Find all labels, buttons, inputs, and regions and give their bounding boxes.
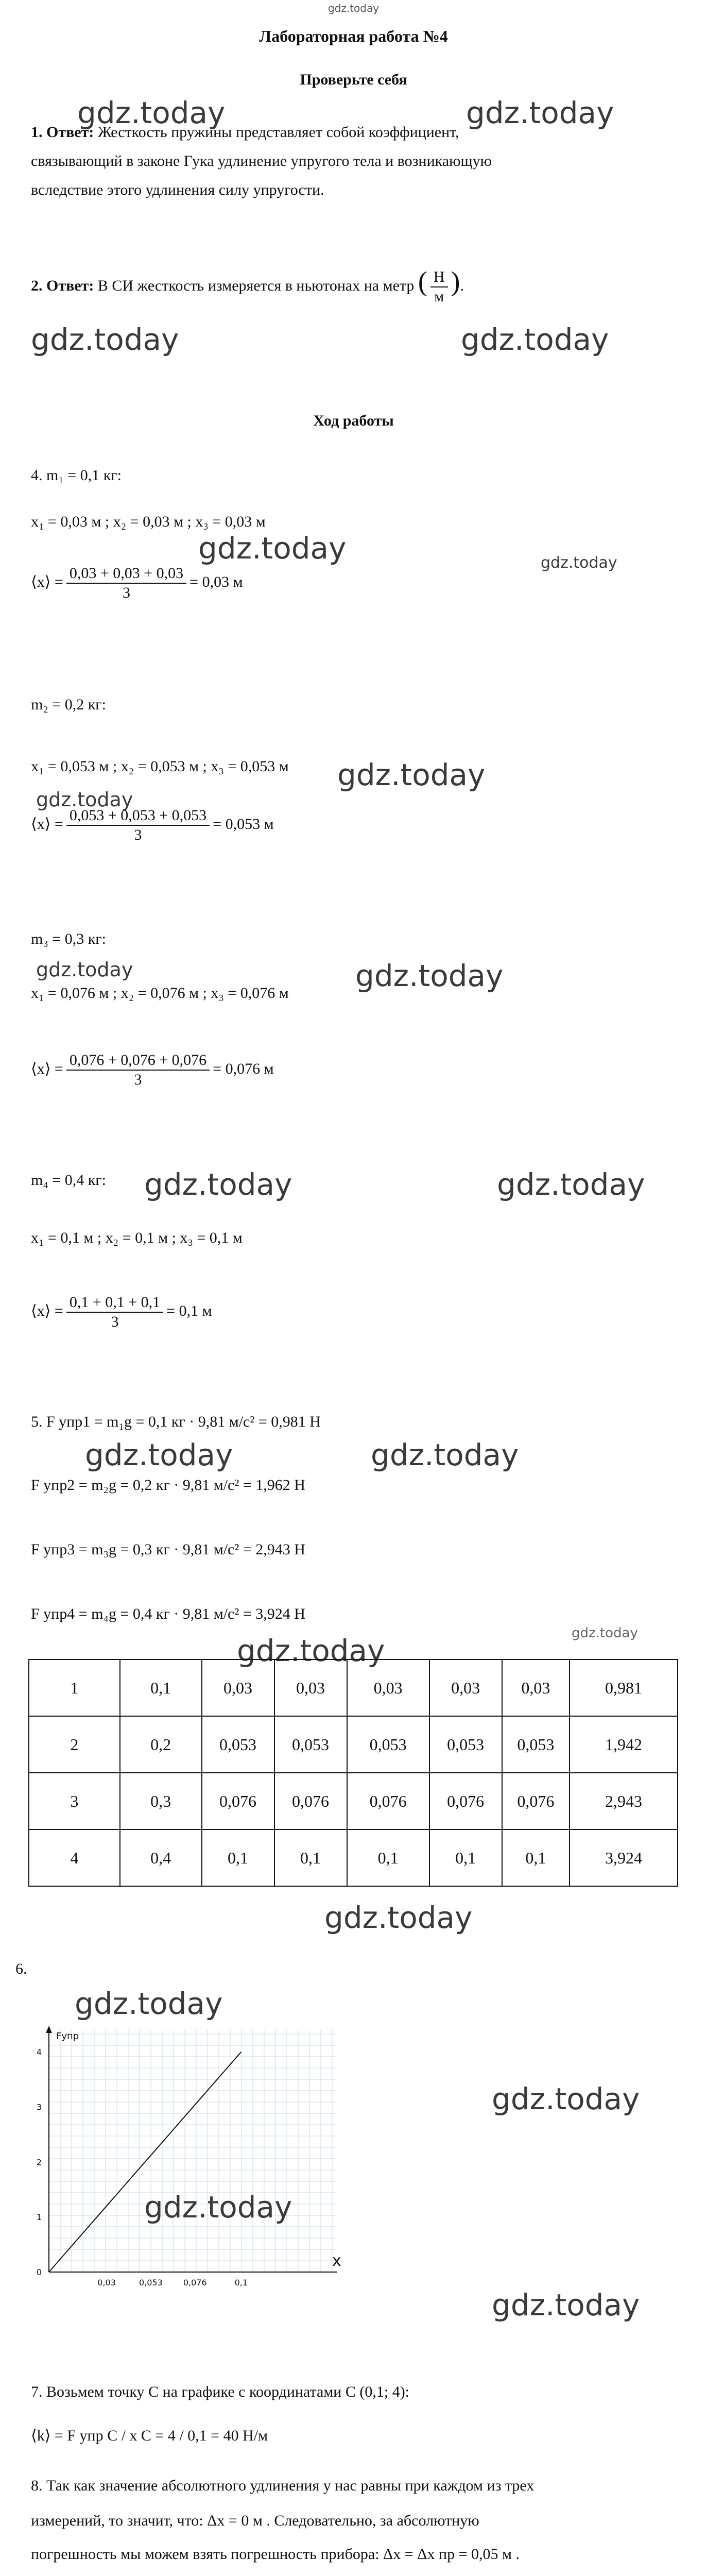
- table-cell: 0,053: [347, 1716, 429, 1773]
- table-row: [29, 1716, 678, 1773]
- watermark: gdz.today: [77, 95, 226, 130]
- check-answer-2: 2. Ответ: В СИ жесткость измеряется в ньютонах на метр ( $\frac{Н}{м}$ ).: [31, 265, 464, 305]
- table-cell: 3,924: [570, 1829, 678, 1886]
- table-cell: 0,03: [274, 1659, 347, 1716]
- watermark: gdz.today: [198, 531, 347, 566]
- check-answer-1-line-3: вследствие этого удлинения силу упругости.: [31, 181, 324, 198]
- table-row: [29, 1829, 678, 1886]
- y-tick-label: 2: [36, 2157, 42, 2167]
- average-4: ⟨x⟩ = $\frac{0,1 + 0,1 + 0,1}{3}$ = 0,1 м: [31, 1294, 212, 1330]
- table-row: [29, 1659, 678, 1716]
- table-cell: 0,4: [120, 1829, 202, 1886]
- table-cell: 0,1: [502, 1829, 570, 1886]
- check-answer-1-line-2: связывающий в законе Гука удлинение упругого тела и возникающую: [31, 152, 492, 170]
- table-cell: 0,076: [202, 1773, 274, 1829]
- watermark: gdz.today: [492, 2081, 640, 2116]
- watermark: gdz.today: [36, 958, 133, 981]
- step-7: 7. Возьмем точку С на графике с координатами С (0,1; 4):: [31, 2383, 410, 2400]
- table-cell: 0,981: [570, 1659, 678, 1716]
- x-tick-label: 0,1: [234, 2278, 248, 2287]
- y-tick-label: 0: [36, 2267, 42, 2277]
- average-1: ⟨x⟩ = $\frac{0,03 + 0,03 + 0,03}{3}$ = 0,03 м: [31, 565, 243, 601]
- y-axis-label: Fупр: [56, 2031, 79, 2042]
- y-tick-label: 1: [36, 2212, 42, 2223]
- table-cell: 1: [29, 1659, 120, 1716]
- average-3: ⟨x⟩ = $\frac{0,076 + 0,076 + 0,076}{3}$ = 0,076 м: [31, 1052, 274, 1088]
- watermark: gdz.today: [324, 1900, 473, 1935]
- table-cell: 0,053: [202, 1716, 274, 1773]
- table-cell: 0,053: [274, 1716, 347, 1773]
- watermark: gdz.today: [541, 554, 617, 572]
- y-tick-label: 4: [36, 2047, 42, 2057]
- step-8-line-1: 8. Так как значение абсолютного удлинения у нас равны при каждом из трех: [31, 2477, 534, 2494]
- table-cell: 0,076: [274, 1773, 347, 1829]
- watermark: gdz.today: [237, 1633, 385, 1668]
- table-cell: 0,076: [502, 1773, 570, 1829]
- site-url[interactable]: gdz.today: [327, 2, 380, 14]
- table-cell: 2,943: [570, 1773, 678, 1829]
- watermark: gdz.today: [492, 2287, 640, 2323]
- graph-number: 6.: [15, 1960, 27, 1977]
- table-cell: 0,1: [120, 1659, 202, 1716]
- table-cell: 0,053: [429, 1716, 502, 1773]
- answer-label: 2. Ответ:: [31, 277, 94, 294]
- results-table: [28, 1659, 678, 1887]
- table-cell: 0,1: [429, 1829, 502, 1886]
- table-cell: 1,942: [570, 1716, 678, 1773]
- step-8-line-2: измерений, то значит, что: Δx = 0 м . Следовательно, за абсолютную: [31, 2512, 479, 2529]
- average-2: ⟨x⟩ = $\frac{0,053 + 0,053 + 0,053}{3}$ = 0,053 м: [31, 807, 274, 843]
- watermark: gdz.today: [144, 1167, 292, 1202]
- watermark: gdz.today: [144, 2190, 292, 2225]
- table-row: [29, 1773, 678, 1829]
- force-3: F упр3 = m₃g = 0,3 кг · 9,81 м/с² = 2,943 Н: [31, 1541, 305, 1558]
- watermark: gdz.today: [371, 1437, 519, 1472]
- section-title-check: Проверьте себя: [300, 71, 407, 88]
- y-tick-label: 3: [36, 2102, 42, 2112]
- watermark: gdz.today: [497, 1167, 645, 1202]
- mass-3: m₃ = 0,3 кг:: [31, 930, 106, 947]
- mass-2: m₂ = 0,2 кг:: [31, 696, 106, 713]
- table-cell: 0,1: [202, 1829, 274, 1886]
- measurements-1: x₁ = 0,03 м ; x₂ = 0,03 м ; x₃ = 0,03 м: [31, 513, 266, 530]
- table-cell: 0,076: [429, 1773, 502, 1829]
- series-line: [49, 2052, 241, 2272]
- watermark: gdz.today: [466, 95, 614, 130]
- section-title-progress: Ход работы: [313, 412, 394, 429]
- watermark: gdz.today: [75, 1986, 223, 2021]
- table-cell: 0,2: [120, 1716, 202, 1773]
- force-2: F упр2 = m₂g = 0,2 кг · 9,81 м/с² = 1,962 Н: [31, 1477, 305, 1494]
- watermark: gdz.today: [572, 1625, 638, 1641]
- table-cell: 0,1: [274, 1829, 347, 1886]
- x-tick-label: 0,053: [139, 2278, 163, 2287]
- table-cell: 0,03: [202, 1659, 274, 1716]
- table-cell: 3: [29, 1773, 120, 1829]
- measurements-3: x₁ = 0,076 м ; x₂ = 0,076 м ; x₃ = 0,076 м: [31, 985, 289, 1002]
- unit-fraction: $\frac{Н}{м}$: [430, 268, 448, 306]
- table-cell: 0,03: [347, 1659, 429, 1716]
- page-title: Лабораторная работа №4: [259, 27, 448, 45]
- measurements-4: x₁ = 0,1 м ; x₂ = 0,1 м ; x₃ = 0,1 м: [31, 1229, 243, 1246]
- x-tick-label: 0,03: [97, 2278, 116, 2287]
- force-4: F упр4 = m₄g = 0,4 кг · 9,81 м/с² = 3,924 Н: [31, 1605, 305, 1622]
- watermark: gdz.today: [461, 322, 609, 357]
- answer-label: 1. Ответ:: [31, 124, 94, 141]
- table-cell: 0,03: [429, 1659, 502, 1716]
- watermark: gdz.today: [31, 322, 179, 357]
- mass-4: m₄ = 0,4 кг:: [31, 1172, 106, 1189]
- watermark: gdz.today: [85, 1437, 233, 1472]
- watermark: gdz.today: [36, 788, 133, 811]
- watermark: gdz.today: [355, 958, 504, 993]
- y-axis-arrow: [46, 2026, 52, 2033]
- x-axis-label: x: [332, 2252, 341, 2270]
- table-cell: 0,076: [347, 1773, 429, 1829]
- measurements-2: x₁ = 0,053 м ; x₂ = 0,053 м ; x₃ = 0,053 м: [31, 758, 289, 775]
- table-cell: 4: [29, 1829, 120, 1886]
- table-cell: 0,053: [502, 1716, 570, 1773]
- table-cell: 0,1: [347, 1829, 429, 1886]
- watermark: gdz.today: [337, 757, 486, 792]
- step-8-line-3: погрешность мы можем взять погрешность прибора: Δx = Δx пр = 0,05 м .: [31, 2546, 520, 2563]
- force-1: 5. F упр1 = m₁g = 0,1 кг · 9,81 м/с² = 0,981 Н: [31, 1413, 321, 1430]
- table-cell: 2: [29, 1716, 120, 1773]
- table-cell: 0,03: [502, 1659, 570, 1716]
- check-answer-1: 1. Ответ: Жесткость пружины представляет собой коэффициент,: [31, 124, 459, 141]
- x-tick-label: 0,076: [183, 2278, 207, 2287]
- table-cell: 0,3: [120, 1773, 202, 1829]
- mass-1: 4. m₁ = 0,1 кг:: [31, 467, 122, 484]
- force-extension-chart: [21, 2020, 345, 2324]
- stiffness-equation: ⟨k⟩ = F упр C / x C = 4 / 0,1 = 40 Н/м: [31, 2427, 268, 2444]
